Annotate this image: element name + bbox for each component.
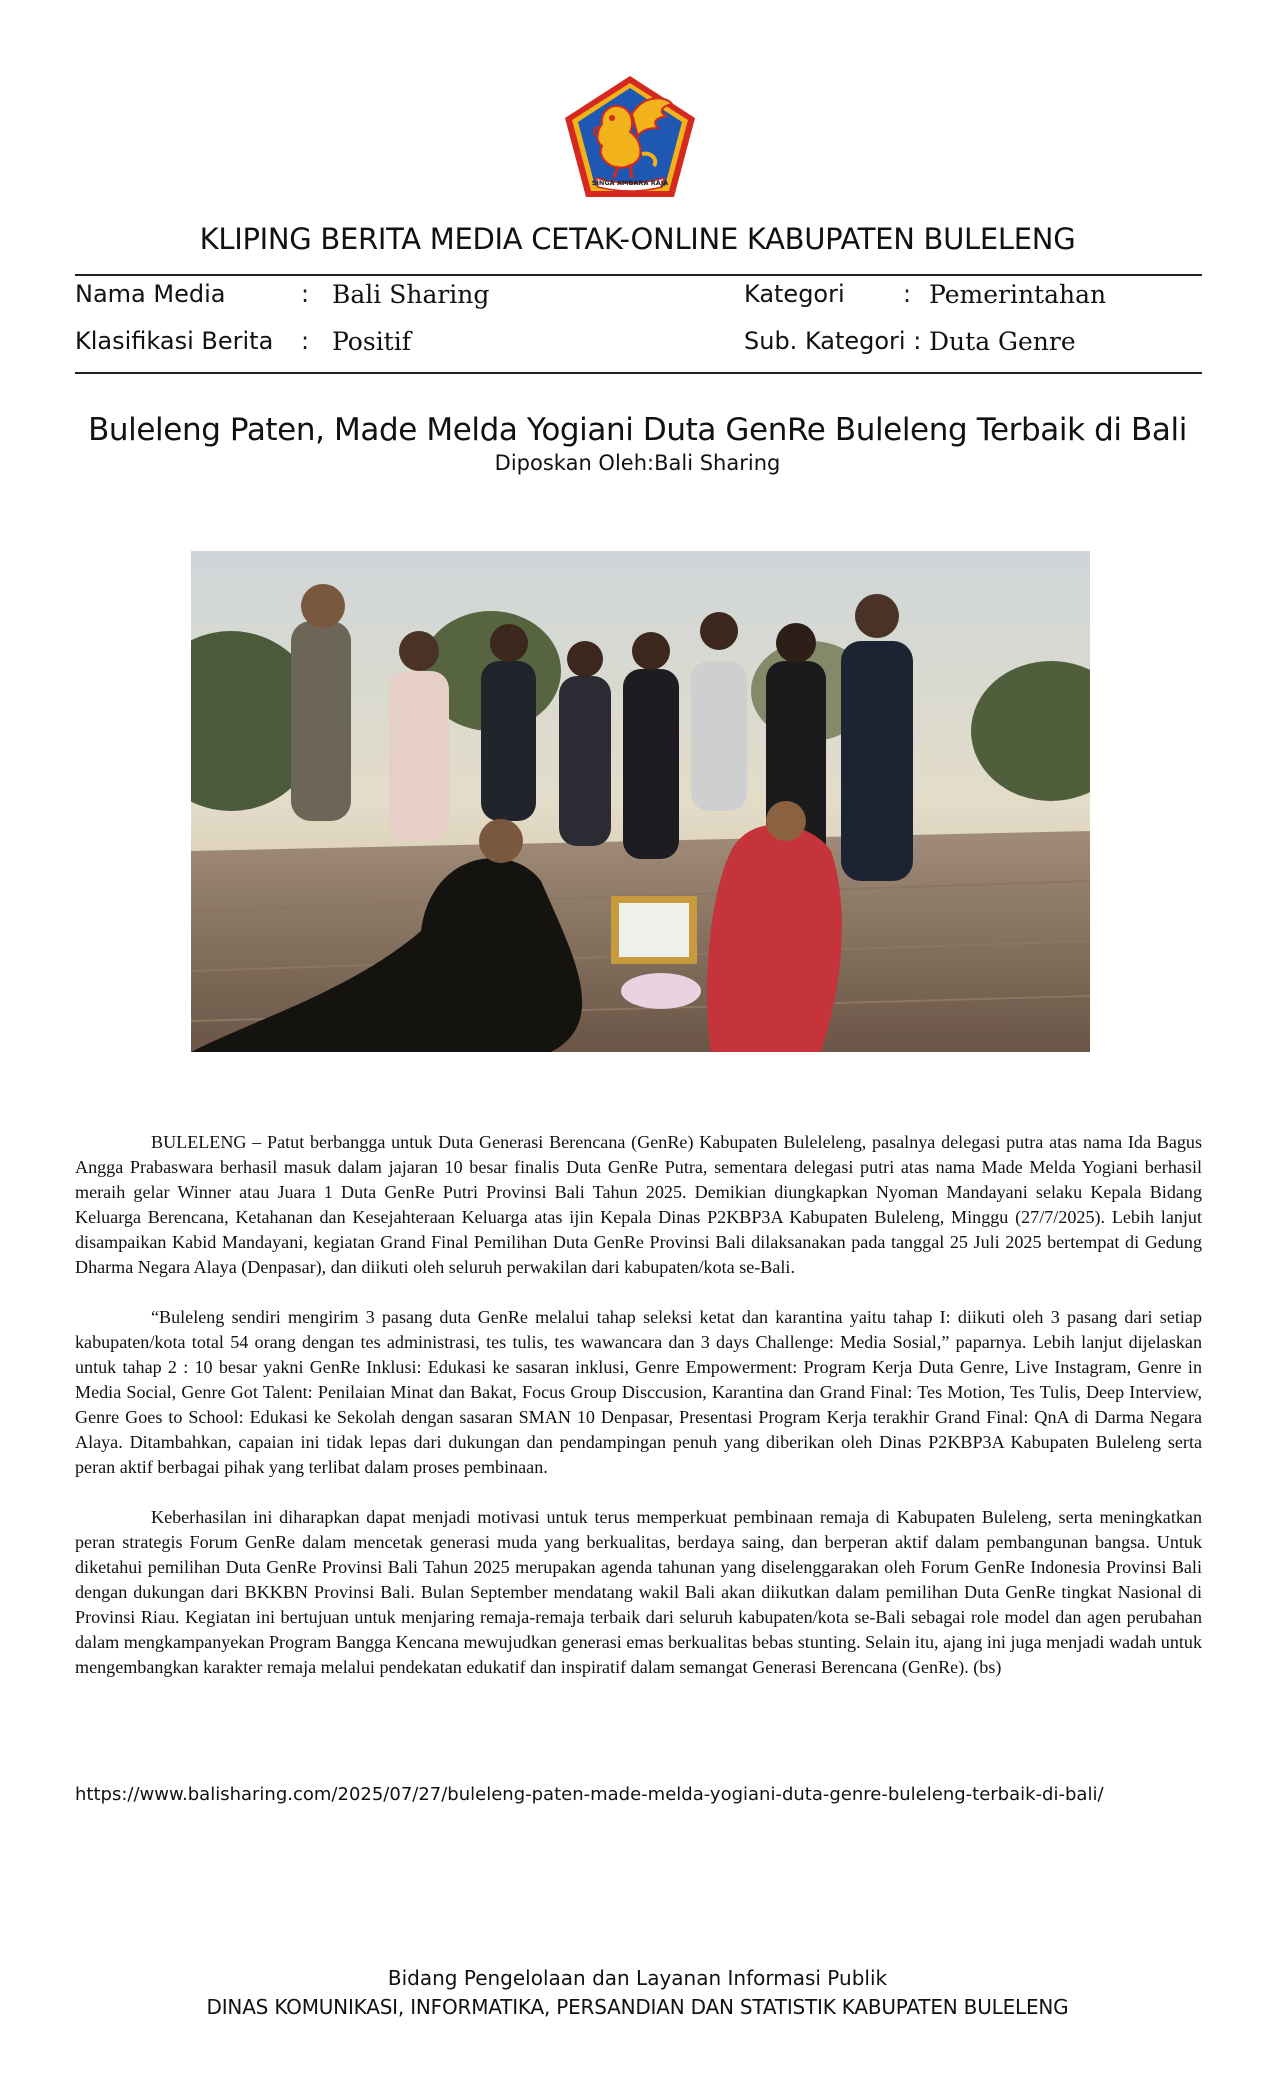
logo-motto: SINGA AMBARA RAJA [591, 179, 669, 187]
article-paragraph-2: “Buleleng sendiri mengirim 3 pasang duta GenRe melalui tahap seleksi ketat dan karantina yaitu tahap I: diikuti oleh 3 pasang dari setiap kabupaten/kota total 54 orang dengan tes administrasi, tes tulis, tes wawancara dan 3 days Challenge: Media Sosial,” paparnya. Lebih lanjut dijelaskan untuk tahap 2 : 10 besar yakni GenRe Inklusi: Edukasi ke sasaran inklusi, Genre Empowerment: Program Kerja Duta Genre, Live Instagram, Genre in Media Social, Genre Got Talent: Penilaian Minat dan Bakat, Focus Group Disccusion, Karantina dan Grand Final: Tes Motion, Tes Tulis, Deep Interview, Genre Goes to School: Edukasi ke Sekolah dengan sasaran SMAN 10 Denpasar, Presentasi Program Kerja terakhir Grand Final: QnA di Darma Negara Alaya. Ditambahkan, capaian ini tidak lepas dari dukungan dan pendampingan penuh yang diberikan oleh Dinas P2KBP3A Kabupaten Buleleng serta peran aktif berbagai pihak yang terlibat dalam proses pembinaan. [75, 1307, 1202, 1477]
buleleng-emblem-logo [562, 74, 698, 200]
meta-row-media [75, 280, 1202, 320]
article-paragraph-3: Keberhasilan ini diharapkan dapat menjadi motivasi untuk terus memperkuat pembinaan remaja di Kabupaten Buleleng, serta meningkatkan peran strategis Forum GenRe dalam mencetak generasi muda yang berkualitas, berdaya saing, dan berperan aktif dalam pembangunan bangsa. Untuk diketahui pemilihan Duta GenRe Provinsi Bali Tahun 2025 merupakan agenda tahunan yang diselenggarakan oleh Forum GenRe Indonesia Provinsi Bali dengan dukungan dari BKKBN Provinsi Bali. Bulan September mendatang wakil Bali akan diikutkan dalam pemilihan Duta GenRe tingkat Nasional di Provinsi Riau. Kegiatan ini bertujuan untuk menjaring remaja-remaja terbaik dari seluruh kabupaten/kota se-Bali sebagai role model dan agen perubahan dalam mengkampanyekan Program Bangga Kencana mewujudkan generasi emas berkualitas bebas stunting. Selain itu, ajang ini juga menjadi wadah untuk mengembangkan karakter remaja melalui pendekatan edukatif dan inspiratif dalam semangat Generasi Berencana (GenRe). (bs) [75, 1507, 1202, 1677]
article-byline: Diposkan Oleh:Bali Sharing [494, 451, 781, 475]
klasifikasi-value: Positif [332, 327, 411, 356]
nama-media-colon: : [301, 280, 310, 308]
article-body [75, 1130, 1202, 1705]
klasifikasi-colon: : [301, 327, 310, 355]
source-url-link[interactable]: https://www.balisharing.com/2025/07/27/buleleng-paten-made-melda-yogiani-duta-genre-buleleng-terbaik-di-bali/ [75, 1784, 1104, 1805]
kategori-label: Kategori [744, 280, 845, 308]
kategori-colon: : [903, 280, 912, 308]
kategori-value: Pemerintahan [929, 280, 1107, 309]
footer-division: Bidang Pengelolaan dan Layanan Informasi Publik [387, 1966, 888, 1990]
nama-media-label: Nama Media [75, 280, 226, 308]
nama-media-value: Bali Sharing [332, 280, 490, 309]
subkategori-label: Sub. Kategori : [744, 327, 922, 355]
subkategori-value: Duta Genre [929, 327, 1076, 356]
meta-row-klasifikasi [75, 327, 1202, 367]
header-top-rule [75, 274, 1202, 276]
article-photo [191, 551, 1090, 1052]
article-paragraph-1: BULELENG – Patut berbangga untuk Duta Generasi Berencana (GenRe) Kabupaten Buleleleng, pasalnya delegasi putra atas nama Ida Bagus Angga Prabaswara berhasil masuk dalam jajaran 10 besar finalis Duta GenRe Putra, sementara delegasi putri atas nama Made Melda Yogiani berhasil meraih gelar Winner atau Juara 1 Duta GenRe Putri Provinsi Bali Tahun 2025. Demikian diungkapkan Nyoman Mandayani selaku Kepala Bidang Keluarga Berencana, Ketahanan dan Kesejahteraan Keluarga atas ijin Kepala Dinas P2KBP3A Kabupaten Buleleng, Minggu (27/7/2025). Lebih lanjut disampaikan Kabid Mandayani, kegiatan Grand Final Pemilihan Duta GenRe Provinsi Bali dilaksanakan pada tanggal 25 Juli 2025 bertempat di Gedung Dharma Negara Alaya (Denpasar), dan diikuti oleh seluruh perwakilan dari kabupaten/kota se-Bali. [75, 1132, 1202, 1277]
header-bottom-rule [75, 372, 1202, 374]
klasifikasi-label: Klasifikasi Berita [75, 327, 274, 355]
article-headline: Buleleng Paten, Made Melda Yogiani Duta GenRe Buleleng Terbaik di Bali [88, 412, 1187, 448]
document-title: KLIPING BERITA MEDIA CETAK-ONLINE KABUPATEN BULELENG [199, 222, 1076, 256]
footer-agency: DINAS KOMUNIKASI, INFORMATIKA, PERSANDIAN DAN STATISTIK KABUPATEN BULELENG [206, 1995, 1069, 2019]
